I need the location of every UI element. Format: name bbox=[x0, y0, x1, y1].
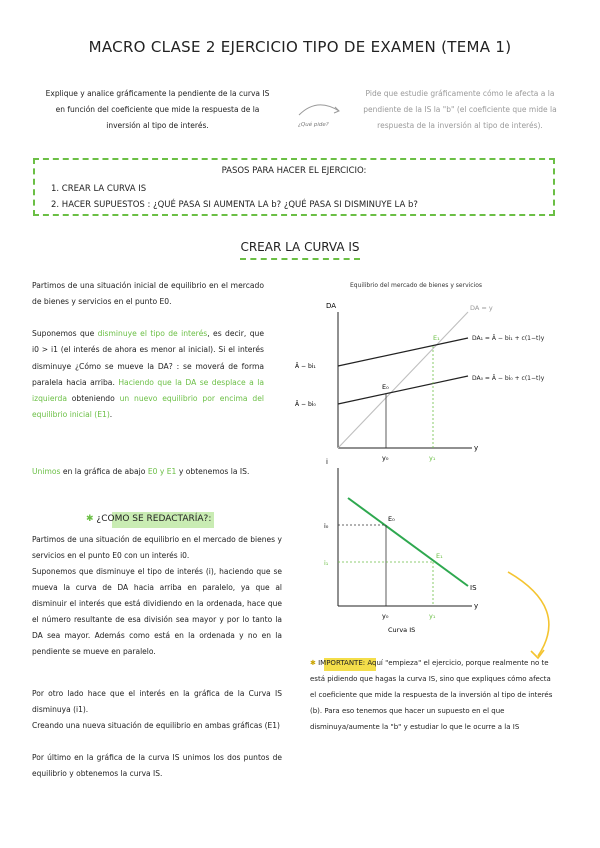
redaccion-paragraph: Suponemos que disminuye el tipo de interés (i), haciendo que se mueva la curva de DA hacia arriba en paralelo, ya que al disminuir el interés que está dividiendo en la ordenada, hace que el número resultante de esa división sea mayor y por lo tanto la DA sea mayor. Además como está en la ordenada y no en la pendiente se mueve en paralelo. bbox=[32, 567, 282, 656]
section-underline bbox=[240, 258, 360, 260]
important-text: Aquí "empieza" el ejercicio, porque realmente no te está pidiendo que hagas la curva IS, sino que expliques cómo afecta el coeficiente que mide la respuesta de la inversión al tipo de interés (b). Para eso tenemos que hacer un supuesto en el que disminuya/aumente la "b" y estudiar lo que le ocurre a la IS bbox=[310, 659, 553, 731]
que-pide-note: ¿Qué pide? bbox=[298, 122, 329, 128]
y-tick-i1: i₁ bbox=[324, 559, 329, 567]
text-run: Suponemos que bbox=[32, 329, 98, 338]
question-line: inversión al tipo de interés. bbox=[106, 121, 209, 130]
chart2-title: Curva IS bbox=[388, 626, 416, 634]
intercept-label-1: Ā − bi₁ bbox=[295, 363, 316, 370]
paragraph-unimos bbox=[32, 464, 264, 480]
text-run: y obtenemos la IS. bbox=[176, 467, 250, 476]
question-explanation bbox=[340, 86, 580, 134]
question-text bbox=[30, 86, 285, 134]
redaccion-paragraph: Por otro lado hace que el interés en la gráfica de la Curva IS disminuya (i1). bbox=[32, 689, 282, 714]
redaccion-paragraph: Creando una nueva situación de equilibrio en ambas gráficas (E1) bbox=[32, 721, 280, 730]
chart2-xlabel: y bbox=[474, 602, 479, 610]
sparkle-icon: ✱ bbox=[86, 514, 94, 524]
explanation-line: pendiente de la IS la "b" (el coeficiente que mide la bbox=[363, 105, 557, 114]
text-run-highlight: un nuevo equilibrio por encima del equilibrio inicial (E1) bbox=[32, 394, 264, 420]
intercept-label-0: Ā − bi₀ bbox=[295, 401, 316, 408]
x-tick-y0: y₀ bbox=[382, 454, 389, 462]
point-e1-label-is: E₁ bbox=[436, 552, 443, 560]
explanation-line: Pide que estudie gráficamente cómo le afecta a la bbox=[365, 89, 555, 98]
chart1-xlabel: y bbox=[474, 444, 479, 452]
steps-box bbox=[33, 158, 555, 216]
series-da1-line bbox=[338, 338, 468, 366]
text-run: i0 > i1 bbox=[32, 345, 58, 355]
steps-title: PASOS PARA HACER EL EJERCICIO: bbox=[221, 166, 367, 176]
explanation-line: respuesta de la inversión al tipo de interés). bbox=[377, 121, 543, 130]
paragraph-initial: Partimos de una situación inicial de equilibrio en el mercado de bienes y servicios en el punto E0. bbox=[32, 281, 264, 307]
redaccion-paragraph: Partimos de una situación de equilibrio en el mercado de bienes y servicios en el punto E0 con un interés i0. bbox=[32, 535, 282, 560]
chart-title: Equilibrio del mercado de bienes y servicios bbox=[350, 282, 483, 289]
redaccion-paragraph: Por último en la gráfica de la curva IS unimos los dos puntos de equilibrio y obtenemos la curva IS. bbox=[32, 753, 282, 778]
x-tick-y1-is: y₁ bbox=[429, 612, 436, 620]
text-run: , es decir, que bbox=[207, 329, 265, 338]
text-run: obteniendo bbox=[66, 394, 120, 404]
redaccion-title-text: ¿COMO SE REDACTARÍA?: bbox=[96, 514, 212, 524]
series-label-is: IS bbox=[470, 584, 477, 592]
curved-arrow-icon bbox=[295, 95, 345, 135]
paragraph-supuesto bbox=[32, 326, 264, 424]
series-is-line bbox=[348, 498, 468, 586]
point-e0-label: E₀ bbox=[382, 383, 389, 391]
text-run-highlight: E0 y E1 bbox=[147, 467, 177, 476]
text-run: en la gráfica de abajo bbox=[60, 467, 148, 476]
series-label-daeqy: DA = y bbox=[470, 304, 493, 312]
redaccion-title bbox=[86, 514, 211, 524]
text-run-highlight: Unimos bbox=[32, 467, 61, 476]
chart1-ylabel: DA bbox=[326, 302, 337, 310]
curved-arrow-icon bbox=[500, 568, 570, 663]
important-note bbox=[310, 655, 558, 735]
y-tick-i0: i₀ bbox=[324, 522, 329, 530]
page-title: MACRO CLASE 2 EJERCICIO TIPO DE EXAMEN (TEMA 1) bbox=[88, 38, 512, 56]
step-item: 2. HACER SUPUESTOS : ¿QUÉ PASA SI AUMENTA LA b? ¿QUÉ PASA SI DISMINUYE LA b? bbox=[51, 200, 418, 210]
point-e0-label-is: E₀ bbox=[388, 515, 395, 523]
sparkle-icon: ✱ bbox=[310, 659, 316, 667]
x-tick-y0-is: y₀ bbox=[382, 612, 389, 620]
text-run-highlight: Haciendo que la DA se desplace a la izquierda bbox=[32, 377, 264, 404]
chart2-ylabel: i bbox=[326, 458, 328, 466]
important-label: IMPORTANTE: bbox=[318, 659, 366, 667]
question-line: Explique y analice gráficamente la pendiente de la curva IS bbox=[45, 89, 270, 98]
text-run: (el interés de ahora es menor al inicial). Si el interés disminuye ¿Cómo se mueve la DA? : se moverá de forma paralela hacia arriba. bbox=[32, 345, 264, 387]
series-label-da0: DA₀ = Ā − bi₀ + c(1−t)y bbox=[472, 375, 545, 382]
text-run: . bbox=[109, 410, 113, 420]
x-tick-y1: y₁ bbox=[429, 454, 436, 462]
question-line: en función del coeficiente que mide la respuesta de la bbox=[55, 105, 260, 114]
step-item: 1. CREAR LA CURVA IS bbox=[51, 184, 147, 194]
section-title: CREAR LA CURVA IS bbox=[240, 240, 360, 254]
series-label-da1: DA₁ = Ā − bi₁ + c(1−t)y bbox=[472, 335, 545, 342]
point-e1-label: E₁ bbox=[433, 334, 440, 342]
text-run-highlight: disminuye el tipo de interés bbox=[97, 329, 208, 338]
